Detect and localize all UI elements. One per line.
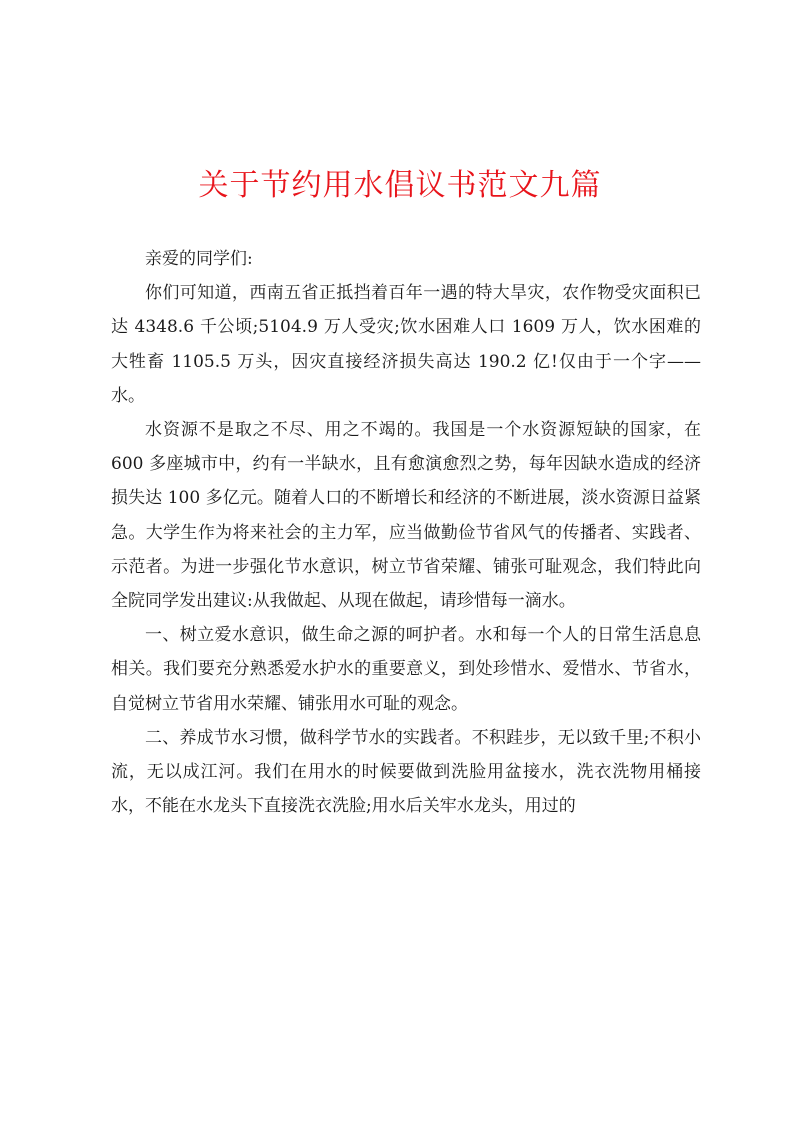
paragraph-greeting: 亲爱的同学们: [145, 249, 253, 269]
document-title: 关于节约用水倡议书范文九篇 [198, 168, 602, 203]
paragraph-point-two: 二、养成节水习惯，做科学节水的实践者。不积跬步，无以致千里;不积小流，无以成江河。我们在用水的时候要做到洗脸用盆接水，洗衣洗物用桶接水，不能在水龙头下直接洗衣洗脸;用水后关牢水龙头，用过的 [111, 727, 701, 817]
paragraph-point-one: 一、树立爱水意识，做生命之源的呵护者。水和每一个人的日常生活息息相关。我们要充分熟悉爱水护水的重要意义，到处珍惜水、爱惜水、节省水，自觉树立节省用水荣耀、铺张用水可耻的观念。 [111, 625, 701, 714]
paragraph-water-resources: 水资源不是取之不尽、用之不竭的。我国是一个水资源短缺的国家，在 600 多座城市中，约有一半缺水，且有愈演愈烈之势，每年因缺水造成的经济损失达 100 多亿元。随着人口的不断增长和经济的不断进展，淡水资源日益紧急。大学生作为将来社会的主力军，应当做勤俭节省风气的传播者、实践者、示范者。为进一步强化节水意识，树立节省荣耀、铺张可耻观念，我们特此向全院同学发出建议:从我做起、从现在做起，请珍惜每一滴水。 [111, 420, 701, 612]
paragraph-drought: 你们可知道，西南五省正抵挡着百年一遇的特大旱灾，农作物受灾面积已达 4348.6 千公顷;5104.9 万人受灾;饮水困难人口 1609 万人，饮水困难的大牲畜 1105.5 万头，因灾直接经济损失高达 190.2 亿!仅由于一个字——水。 [111, 283, 701, 406]
document-body [111, 242, 701, 823]
